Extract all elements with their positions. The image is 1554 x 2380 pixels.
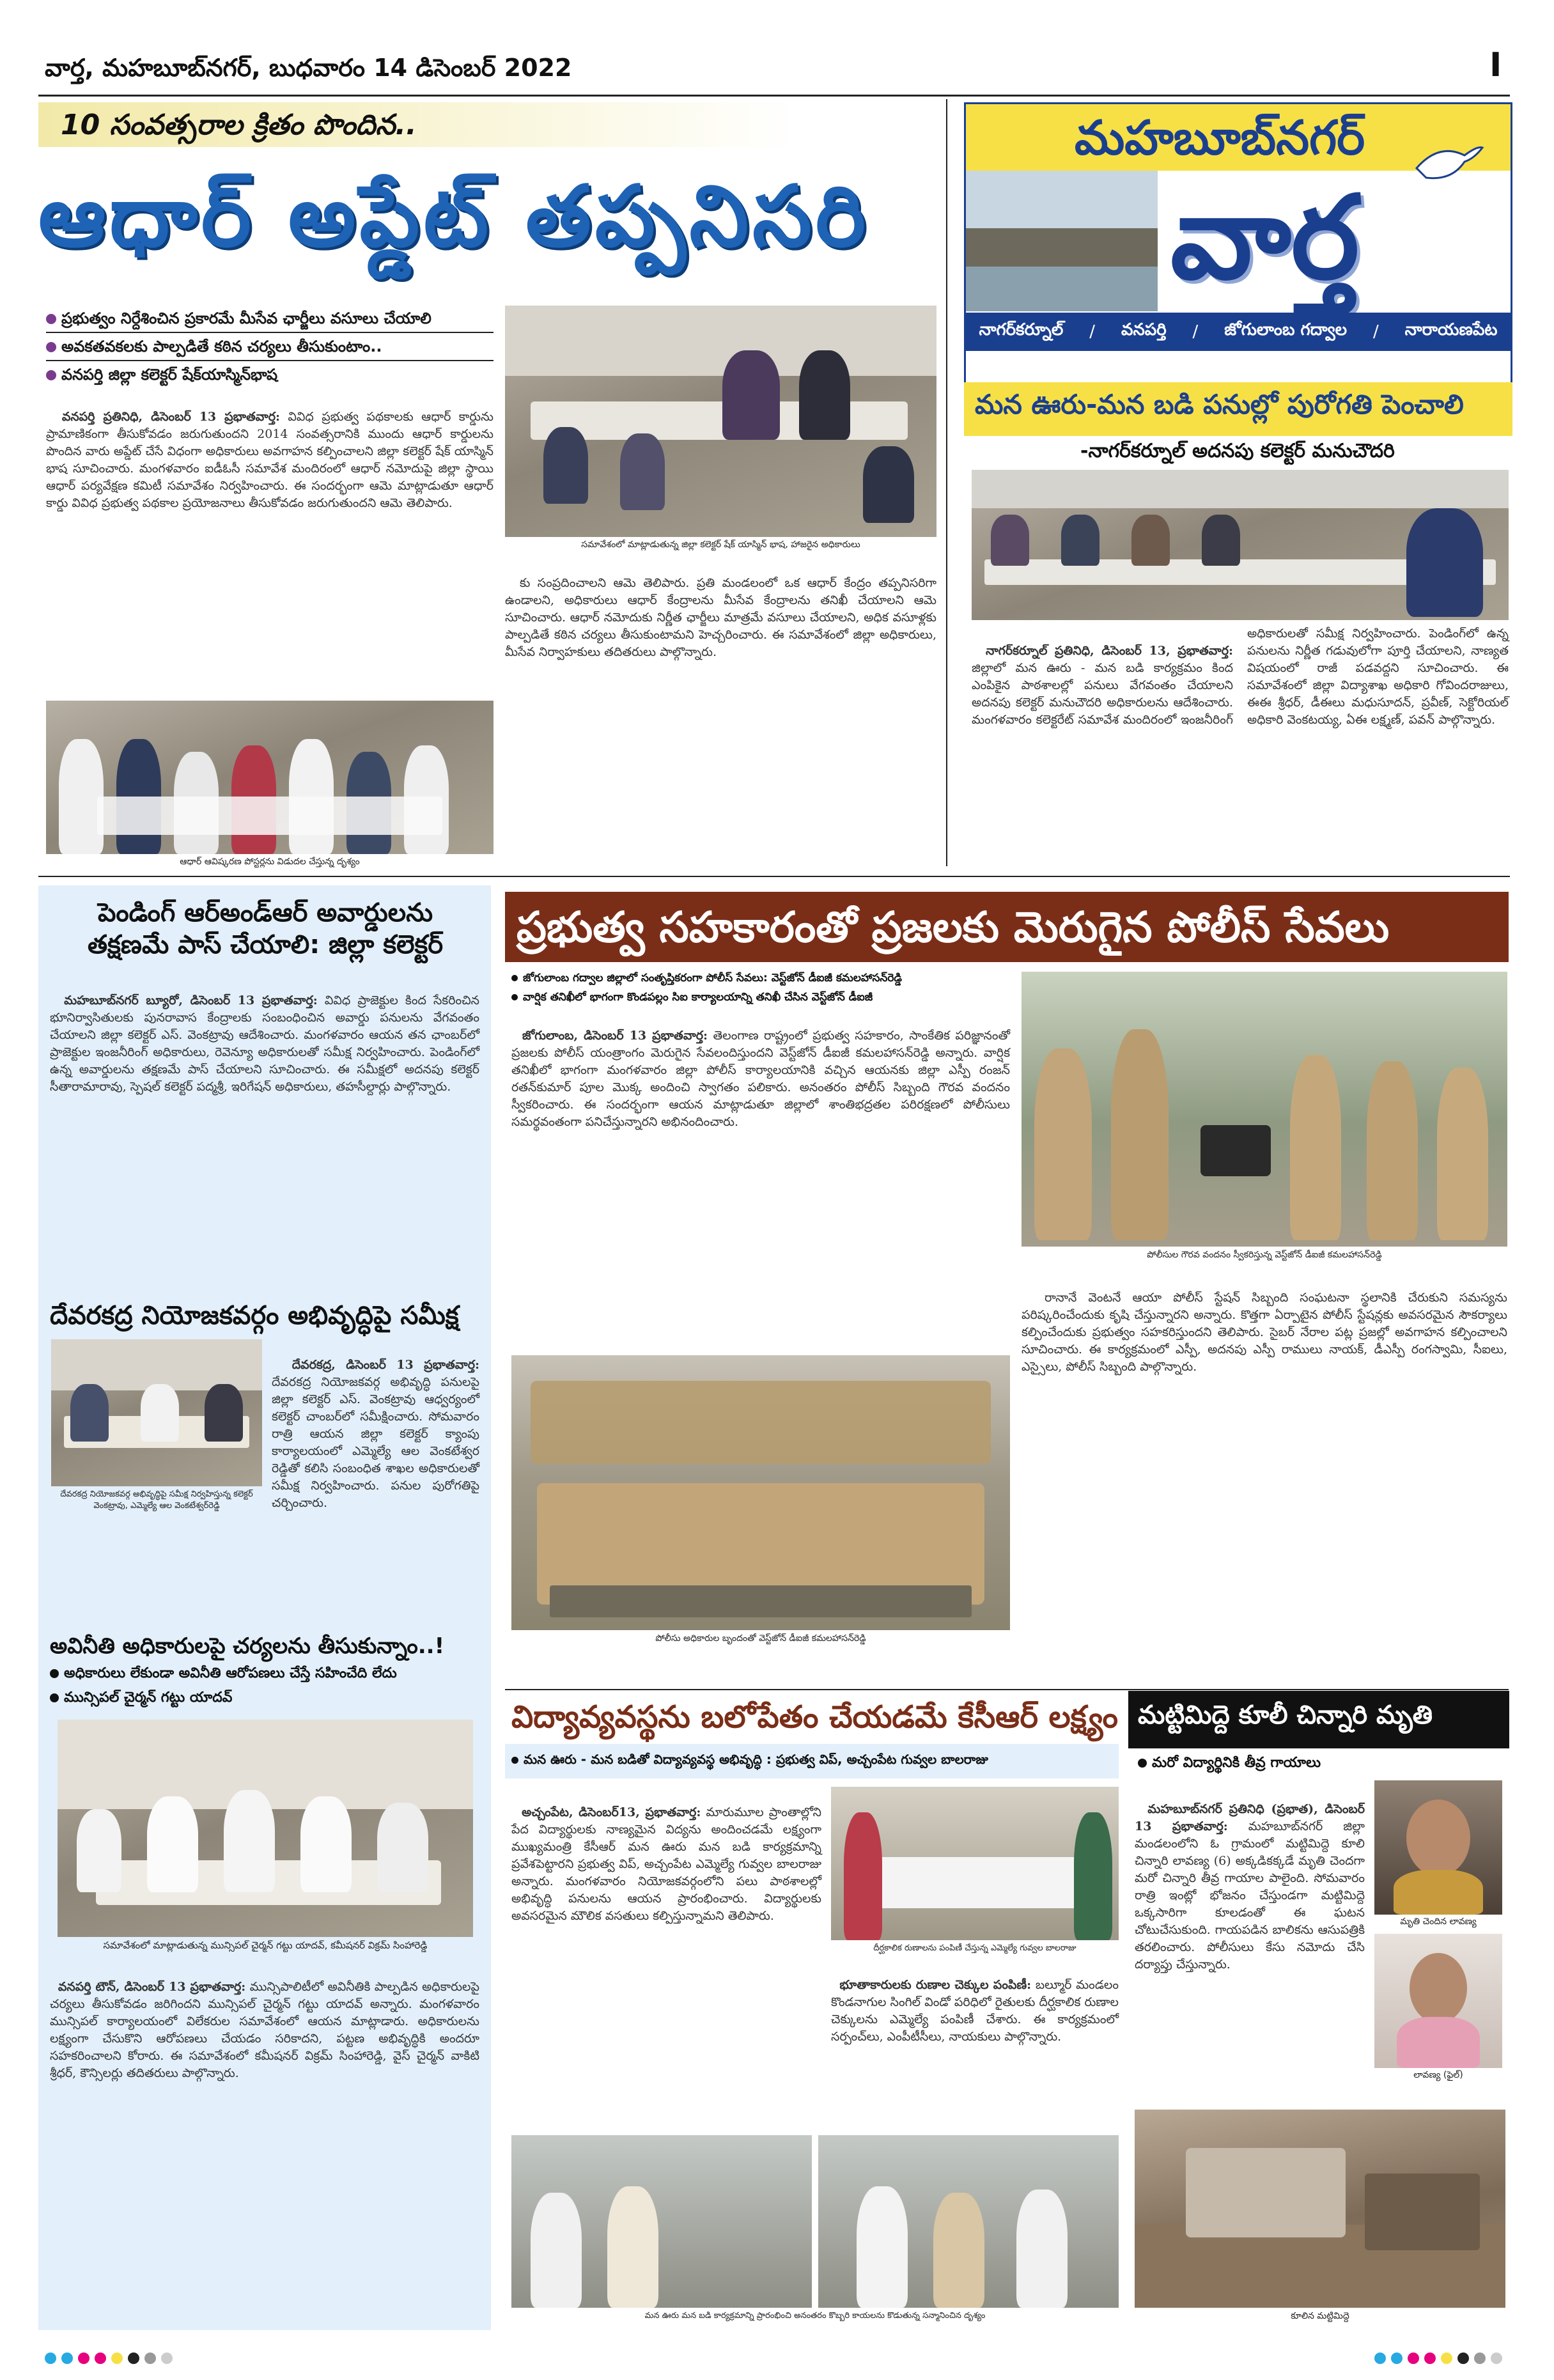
police-bullet-1-text: జోగులాంబ గద్వాల జిల్లాలో సంతృప్తికరంగా పోలీస్ సేవలు: వెస్ట్‌జోన్ డీఐజీ కమలహాసన్‌రెడ్డి [523,972,902,984]
nagarkurnool-photo [972,470,1509,620]
municipal-bullet-1-text: అధికారులు లేకుండా అవినీతి ఆరోపణలు చేస్తే సహించేది లేదు [64,1665,397,1681]
bullet-divider [46,360,493,361]
devarakadra-body-text: దేవరకద్ర నియోజకవర్గ అభివృద్ధి పనులపై జిల్లా కలెక్టర్ ఎస్. వెంకట్రావు ఆధ్వర్యంలో కలెక్టర్ చాంబర్‌లో సమీక్షించారు. సోమవారం రాత్రి ఆయన జిల్లా కలెక్టర్ క్యాంపు కార్యాలయంలో ఎమ్మెల్యే ఆల వెంకటేశ్వర రెడ్డితో కలిసి సంబంధిత శాఖల అధికారులతో సమీక్ష నిర్వహించారు. పనుల పురోగతిపై చర్చించారు. [272,1375,484,1510]
education-headline: విద్యావ్యవస్థను బలోపేతం చేయడమే కేసీఆర్ లక్ష్యం [511,1699,1118,1735]
bullet-dot-icon [511,994,518,1000]
wall-photo-victim-caption: మృతి చెందిన లావణ్య [1400,1917,1477,1927]
municipal-bullets [50,1665,479,1709]
bullet-dot-icon [46,370,56,380]
wall-body-lead: మహబూబ్‌నగర్ ప్రతినిధి (ప్రభాత), డిసెంబర్ 13 ప్రభాతవార్త: [1135,1802,1369,1833]
education-photo-inauguration-caption: మన ఊరు మన బడి కార్యక్రమాన్ని ప్రారంభించి అనంతరం కొబ్బరి కాయలను కొడుతున్న సన్మానించిన దృశ్యం [644,2311,986,2321]
masthead-box [964,102,1512,387]
municipal-body-text: మున్సిపాలిటీలో అవినీతికి పాల్పడిన అధికారులపై చర్యలు తీసుకోవడం జరిగిందని మున్సిపల్ చైర్మన్ గట్టు యాదవ్ అన్నారు. మంగళవారం మున్సిపల్ కార్యాలయంలో విలేకరుల సమావేశంలో ఆయన మాట్లాడారు. అధికారులను లక్ష్యంగా చేసుకొని ఆరోపణలు చేయడం సరికాదని, పట్టణ అభివృద్ధికి అందరూ సహకరించాలని కోరారు. ఈ సమావేశంలో కమీషనర్ విక్రమ్ సింహారెడ్డి, వైస్ చైర్మన్ వాకిటి శ్రీధర్, కౌన్సిలర్లు తదితరులు పాల్గొన్నారు. [50,1980,484,2080]
police-body-text: తెలంగాణ రాష్ట్రంలో ప్రభుత్వ సహకారం, సాంకేతిక పరిజ్ఞానంతో ప్రజలకు పోలీస్ యంత్రాంగం మెరుగైన సేవలందిస్తుందని వెస్ట్‌జోన్ డీఐజీ కమలహాసన్‌రెడ్డి అన్నారు. వార్షిక తనిఖీలో భాగంగా మంగళవారం జిల్లా పోలీస్ కార్యాలయానికి వచ్చిన ఆయనకు జిల్లా ఎస్పీ రంజన్ రతన్‌కుమార్ పూల మొక్క అందించి స్వాగతం పలికారు. అనంతరం పోలీస్ సిబ్బంది గౌరవ వందనం స్వీకరించారు. ఈ సందర్భంగా ఆయన మాట్లాడుతూ జిల్లాలో శాంతిభద్రతల పరిరక్షణలో పోలీసులు సమర్థవంతంగా పనిచేస్తున్నారని అభినందించారు. [511,1029,1014,1129]
lead-photo-meeting [505,306,936,537]
police-photo-group [511,1355,1010,1630]
dateline: వార్త, మహబూబ్‌నగర్, బుధవారం 14 డిసెంబర్ 2022 [45,54,572,82]
wall-body-text: మహబూబ్‌నగర్ జిల్లా మండలంలోని ఓ గ్రామంలో మట్టిమిద్దె కూలి చిన్నారి లావణ్య (6) అక్కడికక్కడే మృతి చెందగా మరో చిన్నారి తీవ్ర గాయాల పాలైంది. సోమవారం రాత్రి ఇంట్లో భోజనం చేస్తుండగా మట్టిమిద్దె ఒక్కసారిగా కూలడంతో ఈ ఘటన చోటుచేసుకుంది. గాయపడిన బాలికను ఆసుపత్రికి తరలించారు. పోలీసులు కేసు నమోదు చేసి దర్యాప్తు చేస్తున్నారు. [1135,1819,1369,1972]
bullet-divider [46,332,493,333]
municipal-body [50,1961,484,2322]
print-marks-right [1374,2353,1515,2365]
education-body [511,1787,826,2132]
pending-body [50,975,484,1288]
lead-headline: ఆధార్ అప్డేట్ తప్పనిసరి [38,167,870,266]
column-divider [946,99,947,866]
lead-body-text: వివిధ ప్రభుత్వ పథకాలకు ఆధార్ కార్డును ప్రామాణికంగా తీసుకోవడం జరుగుతుందని 2014 సంవత్సరానికి ముందు ఆధార్ కార్డులను పొందిన వారు అప్డేట్ చేసే విధంగా అధికారులు అవగాహన కల్పించాలని జిల్లా కలెక్టర్ షేక్ యాస్మిన్ భాష సూచించారు. మంగళవారం ఐడీఓసీ సమావేశ మందిరంలో ఆధార్ నమోదుపై జిల్లా స్థాయి ఆధార్ పర్యవేక్షణ కమిటీ సమావేశం నిర్వహించారు. ఈ సందర్భంగా ఆమె మాట్లాడుతూ ఆధార్ కార్డు వివిధ ప్రభుత్వ పథకాల ప్రయోజనాలు తీసుకోవడం జరుగుతుందని ఆమె తెలిపారు. [46,410,498,510]
print-color-dot [78,2353,89,2364]
lead-bullet-1-text: ప్రభుత్వం నిర్దేశించిన ప్రకారమే మీసేవ ఛార్జీలు వసూలు చేయాలి [61,309,431,327]
devarakadra-body [272,1339,484,1512]
police-photo-salute [1022,972,1507,1247]
pending-body-lead: మహబూబ్‌నగర్ బ్యూరో, డిసెంబర్ 13 ప్రభాతవార్త: [64,993,318,1007]
devarakadra-photo [51,1339,262,1486]
police-photo-salute-caption: పోలీసుల గౌరవ వందనం స్వీకరిస్తున్న వెస్ట్‌జోన్ డీఐజీ కమలహాసన్‌రెడ్డి [1147,1250,1382,1260]
print-color-dot [1457,2353,1469,2364]
education-body-lead: అచ్చంపేట, డిసెంబర్13, ప్రభాతవార్త: [522,1805,701,1819]
police-headline: ప్రభుత్వ సహకారంతో ప్రజలకు మెరుగైన పోలీస్ సేవలు [517,903,1390,952]
municipal-bullet-2-text: మున్సిపల్ చైర్మన్ గట్టు యాదవ్ [64,1690,233,1706]
lead-bullets [46,307,493,386]
education-body-text: మారుమూల ప్రాంతాల్లోని పేద విద్యార్థులకు నాణ్యమైన విద్యను అందించడమే లక్ష్యంగా ముఖ్యమంత్రి కేసీఆర్ మన ఊరు మన బడి కార్యక్రమాన్ని ప్రవేశపెట్టారని ప్రభుత్వ విప్, అచ్చంపేట ఎమ్మెల్యే గువ్వల బాలరాజు అన్నారు. మంగళవారం నియోజకవర్గంలోని పలు పాఠశాలల్లో అభివృద్ధి పనులను ఆయన ప్రారంభించారు. విద్యార్థులకు అవసరమైన మౌలిక వసతులు కల్పిస్తున్నామని తెలిపారు. [511,1805,826,1923]
devarakadra-headline: దేవరకద్ర నియోజకవర్గం అభివృద్ధిపై సమీక్ష [50,1301,459,1330]
wall-photo-file [1374,1934,1502,2068]
wall-photo-collapse-caption: కూలిన మట్టిమిద్దె [1291,2311,1349,2321]
masthead-district-strip: నాగర్‌కర్నూల్ / వనపర్తి / జోగులాంబ గద్వాల / నారాయణపేట [966,313,1511,351]
education-photo-inauguration [511,2135,1119,2308]
municipal-headline: అవినీతి అధికారులపై చర్యలను తీసుకున్నాం..! [50,1633,445,1659]
education-bullet [511,1752,988,1770]
bullet-dot-icon [50,1693,59,1702]
police-body [511,1010,1014,1349]
wall-photo-victim [1374,1780,1502,1915]
bullet-dot-icon [511,975,518,981]
police-body-lead: జోగులాంబ, డిసెంబర్ 13 ప్రభాతవార్త: [522,1029,708,1043]
district-wanaparthy: వనపర్తి [1121,320,1167,339]
bullet-dot-icon [46,314,56,324]
wall-headline: మట్టిమిద్దె కూలీ చిన్నారి మృతి [1138,1700,1433,1730]
print-marks-left [45,2353,237,2365]
police-bullets [511,972,1010,1006]
print-color-dot [1474,2353,1486,2364]
police-body-text-2: రానానే వెంటనే ఆయా పోలీస్ స్టేషన్ సిబ్బంది సంఘటనా స్థలానికి చేరుకుని సమస్యను పరిష్కరించేందుకు కృషి చేస్తున్నారని అన్నారు. కొత్తగా ఏర్పాటైన పోలీస్ స్టేషన్లకు అవసరమైన సౌకర్యాలు కల్పించేందుకు ప్రభుత్వం సహకరిస్తుందని తెలిపారు. సైబర్ నేరాల పట్ల ప్రజల్లో అవగాహన కల్పించాలని సూచించారు. ఈ కార్యక్రమంలో ఎస్పీ, అదనపు ఎస్పీ రాములు నాయక్, డీఎస్పీ రంగస్వామి, సీఐలు, ఎస్సైలు, పోలీస్ సిబ్బంది పాల్గొన్నారు. [1022,1291,1512,1374]
print-color-dot [45,2353,56,2364]
wall-photo-collapse [1135,2110,1505,2308]
bullet-dot-icon [1138,1759,1147,1768]
education-sub-body [831,1959,1123,2132]
print-color-dot [95,2353,106,2364]
lead-body-text-2: కు సంప్రదించాలని ఆమె తెలిపారు. ప్రతి మండలంలో ఒక ఆధార్ కేంద్రం తప్పనిసరిగా ఉండాలని, అధికారులు ఆధార్ కేంద్రాలను మీసేవ కేంద్రాలను తనిఖీ చేయాలని ఆమె సూచించారు. ఆధార్ నమోదుకు నిర్ణీత ఛార్జీలు మాత్రమే వసూలు చేయాలని, అధిక వసూళ్లకు పాల్పడితే కఠిన చర్యలు తీసుకుంటామని హెచ్చరించారు. ఈ సమావేశంలో జిల్లా అధికారులు, మీసేవ నిర్వాహకులు తదితరులు పాల్గొన్నారు. [505,576,941,659]
wall-bullet-text: మరో విద్యార్థినికి తీవ్ర గాయాలు [1152,1755,1321,1771]
devarakadra-photo-caption: దేవరకద్ర నియోజకవర్గ అభివృద్ధిపై సమీక్ష నిర్వహిస్తున్న కలెక్టర్ వెంకట్రావు, ఎమ్మెల్యే ఆల వెంకటేశ్వర్‌రెడ్డి [60,1489,253,1511]
education-sub-text: బల్మూర్ మండలం కొండనాగుల సింగిల్ విండో పరిధిలో రైతులకు దీర్ఘకాలిక రుణాల చెక్కులను ఎమ్మెల్యే పంపిణీ చేశారు. ఈ కార్యక్రమంలో సర్పంచ్‌లు, ఎంపీటీసీలు, నాయకులు పాల్గొన్నారు. [831,1978,1123,2044]
police-bullet-2-text: వార్షిక తనిఖీలో భాగంగా కొండపల్లం సిఐ కార్యాలయాన్ని తనిఖీ చేసిన వెస్ట్‌జోన్ డీఐజీ [523,991,873,1004]
lead-photo-poster-caption: ఆధార్ ఆవిష్కరణ పోస్టర్లను విడుదల చేస్తున్న దృశ్యం [180,857,360,867]
lead-photo-poster [46,701,493,854]
lead-body [46,391,498,697]
print-color-dot [1408,2353,1419,2364]
wall-bullet [1138,1755,1321,1774]
bullet-dot-icon [50,1669,59,1678]
education-photo-cheque [831,1787,1119,1940]
police-body-continued [1022,1272,1512,1694]
education-bullet-text: మన ఊరు - మన బడితో విద్యావ్యవస్థ అభివృద్ధి : ప్రభుత్వ విప్, అచ్చంపేట గువ్వల బాలరాజు [524,1752,988,1767]
nagarkurnool-body-lead: నాగర్‌కర్నూల్ ప్రతినిధి, డిసెంబర్ 13, ప్రభాతవార్త: [986,644,1233,658]
nagarkurnool-headline: మన ఊరు-మన బడి పనుల్లో పురోగతి పెంచాలి [975,389,1464,420]
section-divider [38,876,1510,877]
lead-bullet-2-text: అవకతవకలకు పాల్పడితే కఠిన చర్యలు తీసుకుంటాం.. [61,338,382,355]
print-color-dot [1424,2353,1436,2364]
lead-bullet-2 [46,335,493,358]
pending-headline-1: పెండింగ్ ఆర్అండ్ఆర్ అవార్డులను [97,898,433,928]
masthead-brand: వార్త [1170,171,1360,305]
police-photo-group-caption: పోలీసు అధికారుల బృందంతో వెస్ట్‌జోన్ డీఐజీ కమలహాసన్‌రెడ్డి [655,1633,866,1644]
municipal-bullet-2 [50,1690,479,1709]
print-color-dot [128,2353,139,2364]
pending-headline-2: తక్షణమే పాస్ చేయాలి: జిల్లా కలెక్టర్ [87,930,444,960]
page-number: I [1489,46,1502,84]
print-color-dot [1391,2353,1402,2364]
police-bullet-2 [511,991,1010,1006]
lead-bullet-3-text: వనపర్తి జిల్లా కలెక్టర్ షేక్‌యాస్మిన్‌భాష [61,366,278,384]
lead-body-continued [505,557,941,864]
nagarkurnool-subhead: -నాగర్‌కర్నూల్ అదనపు కలెక్టర్ మనుచౌదరి [1080,440,1395,462]
nagarkurnool-body [972,625,1513,865]
section-divider [505,1689,1509,1690]
header-rule [38,95,1510,97]
lead-photo-meeting-caption: సమావేశంలో మాట్లాడుతున్న జిల్లా కలెక్టర్ షేక్ యాస్మిన్ భాష, హాజరైన అధికారులు [581,540,860,550]
masthead-region: మహబూబ్‌నగర్ [1075,111,1365,166]
devarakadra-body-lead: దేవరకద్ర, డిసెంబర్ 13 ప్రభాతవార్త: [291,1358,479,1372]
education-sub-lead: భూతాకారులకు రుణాల చెక్కుల పంపిణీ: [839,1978,1032,1992]
education-photo-cheque-caption: దీర్ఘకాలిక రుణాలను పంపిణీ చేస్తున్న ఎమ్మెల్యే గువ్వల బాలరాజు [873,1943,1076,1953]
wall-body [1135,1784,1369,2116]
lead-bullet-3 [46,363,493,386]
municipal-body-lead: వనపర్తి టౌన్, డిసెంబర్ 13 ప్రభాతవార్త: [58,1980,246,1994]
print-color-dot [61,2353,73,2364]
district-jogulamba-gadwal: జోగులాంబ గద్వాల [1224,320,1348,339]
lead-body-lead: వనపర్తి ప్రతినిధి, డిసెంబర్ 13 ప్రభాతవార్త: [61,410,280,424]
municipal-bullet-1 [50,1665,479,1684]
nagarkurnool-body-text: జిల్లాలో మన ఊరు - మన బడి కార్యక్రమం కింద ఎంపికైన పాఠశాలల్లో పనులు వేగవంతం చేయాలని అదనపు కలెక్టర్ మనుచౌదరి అధికారులను ఆదేశించారు. మంగళవారం కలెక్టరేట్ సమావేశ మందిరంలో ఇంజనీరింగ్ అధికారులతో సమీక్ష నిర్వహించారు. పెండింగ్‌లో ఉన్న పనులను నిర్ణీత గడువులోగా పూర్తి చేయాలని, నాణ్యత విషయంలో రాజీ పడవద్దని సూచించారు. ఈ సమావేశంలో జిల్లా విద్యాశాఖ అధికారి గోవిందరాజులు, ఈఈ శ్రీధర్, డీఈలు మధుసూదన్, ప్రవీణ్, సెక్టోరియల్ అధికారి వెంకటయ్య, ఏఈ లక్ష్మణ్, పవన్ పాల్గొన్నారు. [972,626,1513,727]
print-color-dot [1441,2353,1452,2364]
print-color-dot [144,2353,156,2364]
district-nagarkurnool: నాగర్‌కర్నూల్ [979,320,1064,339]
municipal-photo-caption: సమావేశంలో మాట్లాడుతున్న మున్సిపల్ చైర్మన్ గట్టు యాదవ్, కమీషనర్ విక్రమ్ సింహారెడ్డి [103,1940,428,1951]
print-color-dot [1491,2353,1502,2364]
print-color-dot [1374,2353,1386,2364]
masthead-dam-photo [966,171,1158,311]
police-bullet-1 [511,972,1010,987]
lead-kicker: 10 సంవత్సరాల క్రితం పొందిన.. [61,109,417,141]
lead-bullet-1 [46,307,493,330]
bullet-dot-icon [46,342,56,352]
dove-icon [1413,143,1484,187]
municipal-photo [58,1720,473,1937]
district-narayanpet: నారాయణపేట [1404,320,1498,339]
print-color-dot [161,2353,173,2364]
bullet-dot-icon [511,1757,518,1764]
print-color-dot [111,2353,123,2364]
pending-body-text: వివిధ ప్రాజెక్టుల కింద సేకరించిన భూనిర్వాసితులకు పునరావాస కేంద్రాలకు సంబంధించిన అవార్డు పనులను వేగవంతం చేయాలని జిల్లా కలెక్టర్ ఎస్. వెంకట్రావు ఆదేశించారు. మంగళవారం ఆయన తన ఛాంబర్‌లో ప్రాజెక్టుల ఇంజనీరింగ్ అధికారులు, రెవెన్యూ అధికారులతో సమీక్ష నిర్వహించారు. పెండింగ్‌లో ఉన్న అవార్డులను తక్షణమే పాస్ చేయాలని సూచించారు. ఈ సమీక్షలో అదనపు కలెక్టర్ సీతారామారావు, స్పెషల్ కలెక్టర్ పద్మశ్రీ, ఇరిగేషన్ అధికారులు, తహసీల్దార్లు పాల్గొన్నారు. [50,993,484,1094]
wall-photo-file-caption: లావణ్య (ఫైల్) [1413,2070,1463,2080]
